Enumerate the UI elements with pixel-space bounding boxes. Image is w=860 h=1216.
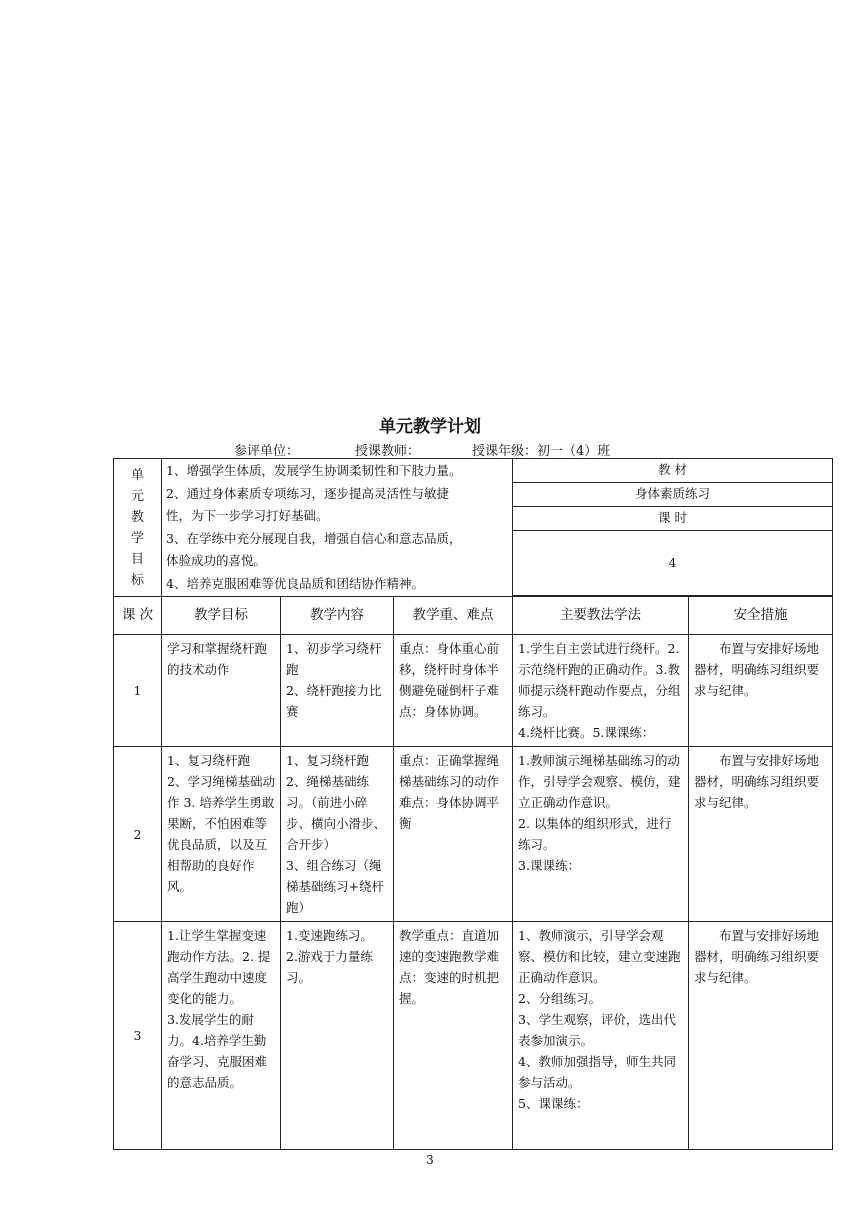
header-lesson: 课 次 [114, 597, 162, 635]
objective-line: 体验成功的喜悦。 [166, 553, 267, 568]
lesson-number: 2 [114, 747, 162, 922]
lesson-goal: 学习和掌握绕杆跑的技术动作 [162, 635, 281, 747]
lesson-number: 3 [114, 922, 162, 1150]
objective-line: 2、通过身体素质专项练习，逐步提高灵活性与敏捷 [166, 485, 449, 501]
header-methods: 主要教法学法 [513, 597, 689, 635]
objectives-label: 单元教学目标 [131, 467, 145, 588]
hours-value: 4 [513, 530, 833, 595]
header-content: 教学内容 [281, 597, 394, 635]
material-label: 教 材 [513, 459, 833, 483]
lesson-safety: 布置与安排好场地器材，明确练习组织要求与纪律。 [689, 922, 833, 1150]
teacher-field: 授课教师： [355, 444, 421, 459]
page-title: 单元教学计划 [379, 417, 481, 437]
lesson-key-points: 重点：正确掌握绳梯基础练习的动作 难点：身体协调平衡 [394, 747, 513, 922]
lesson-content: 1.变速跑练习。 2.游戏于力量练习。 [281, 922, 394, 1150]
hours-label: 课 时 [513, 506, 833, 530]
table-row [114, 922, 833, 1150]
objectives-cell [162, 459, 513, 597]
lesson-safety: 布置与安排好场地器材，明确练习组织要求与纪律。 [689, 747, 833, 922]
header-safety: 安全措施 [689, 597, 833, 635]
lesson-goal: 1、复习绕杆跑 2、学习绳梯基础动作 3. 培养学生勇敢果断，不怕困难等优良品质，以及互相帮助的良好作风。 [162, 747, 281, 922]
page-number: 3 [426, 1153, 434, 1167]
objective-line: 4、培养克服困难等优良品质和团结协作精神。 [166, 575, 424, 591]
header-goal: 教学目标 [162, 597, 281, 635]
lesson-key-points: 教学重点：直道加速的变速跑教学难点：变速的时机把握。 [394, 922, 513, 1150]
lesson-safety: 布置与安排好场地器材，明确练习组织要求与纪律。 [689, 635, 833, 747]
header-row [114, 597, 833, 635]
grade-field: 授课年级：初一（4）班 [472, 444, 611, 459]
objectives-label-cell [114, 459, 162, 597]
objective-line: 1、增强学生体质，发展学生协调柔韧性和下肢力量。 [166, 463, 462, 478]
lesson-content: 1、复习绕杆跑 2、绳梯基础练习。（前进小碎步、横向小滑步、合开步） 3、组合练习（绳梯基础练习+绕杆跑） [281, 747, 394, 922]
objective-line: 3、在学练中充分展现自我，增强自信心和意志品质， [166, 530, 462, 546]
material-value: 身体素质练习 [513, 482, 833, 506]
header-key-points: 教学重、难点 [394, 597, 513, 635]
unit-field: 参评单位： [234, 444, 300, 459]
lesson-content: 1、初步学习绕杆跑 2、绕杆跑接力比赛 [281, 635, 394, 747]
lesson-key-points: 重点：身体重心前移，绕杆时身体半侧避免碰倒杆子难点：身体协调。 [394, 635, 513, 747]
document-subtitle [234, 440, 610, 459]
unit-plan-table [113, 458, 833, 1150]
objective-line: 性，为下一步学习打好基础。 [166, 508, 329, 523]
lesson-goal: 1.让学生掌握变速跑动作方法。2. 提高学生跑动中速度变化的能力。 3.发展学生的耐力。4.培养学生勤奋学习、克服困难的意志品质。 [162, 922, 281, 1150]
lesson-methods: 1.教师演示绳梯基础练习的动作，引导学会观察、模仿，建立正确动作意识。 2. 以集体的组织形式，进行练习。 3.课课练： [513, 747, 689, 922]
lesson-number: 1 [114, 635, 162, 747]
lesson-methods: 1.学生自主尝试进行绕杆。2.示范绕杆跑的正确动作。3.教师提示绕杆跑动作要点，分组练习。 4.绕杆比赛。5.课课练： [513, 635, 689, 747]
table-row [114, 635, 833, 747]
lesson-methods: 1、教师演示，引导学会观察、模仿和比较，建立变速跑正确动作意识。 2、分组练习。 3、学生观察，评价，选出代表参加演示。 4、教师加强指导，师生共同参与活动。 5、课课练： [513, 922, 689, 1150]
table-row [114, 747, 833, 922]
